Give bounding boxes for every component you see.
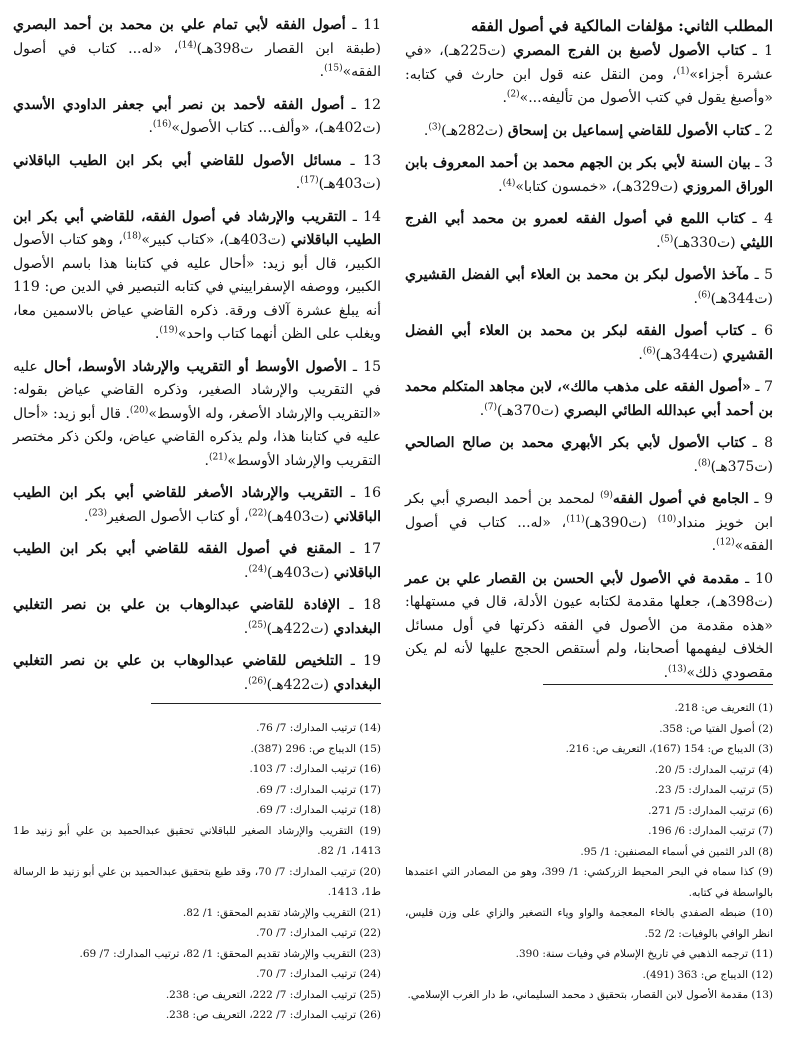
entry-text: . [423, 122, 429, 139]
entry-number: 3 [764, 155, 773, 171]
entry-text: (ت225هـ)، «في عشرة أجزاء» [405, 43, 773, 83]
entry-text: (ت403هـ)، «كتاب كبير» [141, 232, 291, 248]
entry-4: 4 ـ كتاب اللمع في أصول الفقه لعمرو بن محمد أبي الفرج الليثي (ت330هـ)$^{(5)}$. [405, 211, 773, 251]
footnote-ref: (25) [248, 619, 267, 630]
entry-text: ، وهو كتاب الأصول الكبير، قال أبو زيد: «أحال عليه في كتابنا هذا باسم الأصول الكبير، ووصفه الإسفراييني في كتابه التبصير في الدين ص: 119 أنه يبلغ عشرة آلاف ورقة. ذكره القاضي عياض بالاسمين معا، ويغلب على الظن أنهما كتاب واحد» [13, 232, 381, 342]
footnote-ref: (11) [566, 513, 585, 524]
entry-number: 1 [764, 43, 773, 59]
entry-title: الأصول الأوسط أو التقريب والإرشاد الأوسط، أحال [43, 358, 347, 375]
entry-title: كتاب الأصول لأصبغ بن الفرج المصري [513, 43, 746, 59]
entry-text: . [204, 452, 209, 469]
entry-text: ، ومن النقل عنه قول ابن حارث في كتابه: «وأصبغ يقول في كتب الأصول من تأليفه...» [405, 66, 773, 106]
entry-text: . [244, 564, 249, 581]
footnote: (17) ترتيب المدارك: 7/ 69. [256, 783, 381, 796]
entry-title: التقريب والإرشاد في أصول الفقه، للقاضي أبي بكر ابن الطيب الباقلاني [13, 208, 381, 248]
entry-title: مآخذ الأصول لبكر بن محمد بن العلاء أبي الفضل القشيري [405, 267, 750, 283]
footnote: (25) ترتيب المدارك: 7/ 222، التعريف ص: 238. [165, 988, 381, 1001]
entry-text: (ت398هـ)، جعلها مقدمة لكتابه عيون الأدلة، قال في مستهلها: «هذه مقدمة من الأصول في الفقه ذكرتها في أول مسائل الخلاف ليفهمها أصحابنا، ولم أستقص الحجج عليها لأنه لم يكن مقصودي ذلك» [405, 594, 773, 681]
entry-18: 18 ـ الإفادة للقاضي عبدالوهاب بن علي بن نصر التغلبي البغدادي (ت422هـ)$^{(25)}$. [13, 597, 381, 637]
entry-title: مقدمة في الأصول لأبي الحسن بن القصار علي بن عمر [405, 570, 740, 587]
footnote: (23) التقريب والإرشاد تقديم المحقق: 1/ 82، ترتيب المدارك: 7/ 69. [79, 947, 381, 960]
entry-text: (ت403هـ) [318, 176, 381, 192]
entry-text: (ت344هـ) [655, 346, 723, 363]
entry-text: (ت329هـ)، «خمسون كتابا» [515, 178, 683, 195]
entry-text: . [479, 402, 485, 419]
entry-text: . [693, 458, 698, 475]
entry-title: كتاب اللمع في أصول الفقه لعمرو بن محمد أبي الفرج الليثي [405, 211, 773, 251]
footnote-ref: (21) [208, 451, 228, 462]
footnotes-left [13, 718, 381, 1026]
entry-text: (ت390هـ) [584, 514, 658, 531]
entry-text: ، «له... كتاب في أصول الفقه» [13, 40, 381, 80]
footnote-ref: (12) [716, 537, 735, 548]
entry-title: التلخيص للقاضي عبدالوهاب بن علي بن نصر التغلبي البغدادي [13, 653, 381, 693]
footnote: (10) ضبطه الصفدي بالخاء المعجمة والواو وياء التصغير والزاي على وزن فليس، انظر الوافي بالوفيات: 2/ 52. [405, 907, 773, 940]
entry-text: (ت422هـ) [266, 676, 334, 693]
entry-text: . [243, 676, 249, 693]
footnote: (18) ترتيب المدارك: 7/ 69. [256, 804, 381, 816]
entry-title: كتاب الأصول لأبي بكر الأبهري محمد بن صالح الصالحي [405, 435, 746, 451]
entry-16: 16 ـ التقريب والإرشاد الأصغر للقاضي أبي بكر ابن الطيب الباقلاني (ت403هـ)$^{(22)}$، أو كتاب الأصول الصغير$^{(23)}$. [13, 485, 381, 525]
footnote-ref: (10) [657, 513, 677, 524]
entry-title: الإفادة للقاضي عبدالوهاب بن علي بن نصر التغلبي البغدادي [13, 597, 381, 637]
footnote: (19) التقريب والإرشاد الصغير للباقلاني تحقيق عبدالحميد بن علي أبو زنيد ط1 1413، 1/ 82. [13, 824, 381, 857]
entry-number: 4 [764, 211, 773, 227]
entry-text: (ت422هـ) [266, 620, 334, 637]
entry-6: 6 ـ كتاب أصول الفقه لبكر بن محمد بن العلاء أبي الفضل القشيري (ت344هـ)$^{(6)}$. [405, 323, 773, 363]
entry-number: 9 [764, 491, 773, 507]
entry-text: . [638, 346, 643, 363]
footnote: (5) ترتيب المدارك: 5/ 23. [654, 784, 773, 796]
entry-text: . [502, 90, 507, 106]
footnote-divider [151, 703, 381, 704]
entry-text: . [84, 508, 89, 525]
entry-text: (ت330هـ) [673, 234, 741, 251]
footnote-ref: (17) [300, 175, 319, 186]
footnote-ref: (9) [600, 490, 613, 501]
footnote: (13) مقدمة الأصول لابن القصار، بتحقيق د محمد السليماني، ط دار الغرب الإسلامي. [407, 989, 773, 1001]
entry-text: ، أو كتاب الأصول الصغير [106, 508, 249, 525]
entry-number: 16 [363, 485, 381, 501]
entry-text: . [319, 64, 325, 80]
entry-14: 14 ـ التقريب والإرشاد في أصول الفقه، للقاضي أبي بكر ابن الطيب الباقلاني (ت403هـ)، «كتاب كبير»$^{(18)}$، وهو كتاب الأصول الكبير، قال أبو زيد: «أحال عليه في كتابنا هذا باسم الأصول الكبير، ووصفه الإسفراييني في كتابه التبصير في الدين ص: 119 أنه يبلغ عشرة آلاف ورقة. ذكره القاضي عياض بالاسمين معا، ويغلب على الظن أنهما كتاب واحد»$^{(19)}$. [13, 208, 381, 342]
footnote: (12) الديباج ص: 363 (491). [642, 968, 773, 981]
entry-text: عليه في التقريب والإرشاد الصغير، وذكره القاضي عياض بقوله: «التقريب والإرشاد الأصغر، وله الأوسط» [13, 358, 381, 422]
entry-text: (ت370هـ) [496, 402, 564, 419]
entry-13: 13 ـ مسائل الأصول للقاضي أبي بكر ابن الطيب الباقلاني (ت403هـ)$^{(17)}$. [13, 152, 381, 192]
footnote: (8) الدر الثمين في أسماء المصنفين: 1/ 95. [580, 845, 773, 858]
footnotes-right [405, 698, 773, 1006]
footnote: (24) ترتيب المدارك: 7/ 70. [256, 968, 381, 980]
footnote: (26) ترتيب المدارك: 7/ 222، التعريف ص: 238. [165, 1009, 381, 1021]
entry-title: كتاب الأصول للقاضي إسماعيل بن إسحاق [507, 122, 752, 139]
entry-11: 11 ـ أصول الفقه لأبي تمام علي بن محمد بن أحمد البصري (طبقة ابن القصار ت398هـ)$^{(14)}$، «له... كتاب في أصول الفقه»$^{(15)}$. [13, 17, 381, 80]
footnote: (1) التعريف ص: 218. [674, 702, 773, 714]
entry-3: 3 ـ بيان السنة لأبي بكر بن الجهم محمد بن أحمد المعروف بابن الوراق المروزي (ت329هـ)، «خمسون كتابا»$^{(4)}$. [405, 155, 773, 195]
entry-text: لمحمد بن أحمد البصري أبي بكر ابن خويز منداد [405, 491, 773, 531]
right-column [405, 14, 773, 694]
footnote: (3) الديباج ص: 154 (167)، التعريف ص: 216. [565, 743, 773, 755]
entry-number: 7 [764, 379, 773, 395]
entry-2: 2 ـ كتاب الأصول للقاضي إسماعيل بن إسحاق (ت282هـ)$^{(3)}$. [423, 121, 773, 139]
entry-10: 10 ـ مقدمة في الأصول لأبي الحسن بن القصار علي بن عمر (ت398هـ)، جعلها مقدمة لكتابه عيون الأدلة، قال في مستهلها: «هذه مقدمة من الأصول في الفقه ذكرتها في أول مسائل الخلاف ليفهمها أصحابنا، ولم أستقص الحجج عليها لأنه لم يكن مقصودي ذلك»$^{(13)}$. [405, 570, 773, 681]
footnote-ref: (14) [178, 39, 197, 50]
footnote-ref: (24) [248, 563, 267, 574]
entry-number: 6 [764, 323, 773, 339]
entry-text: . [693, 290, 698, 307]
footnote: (21) التقريب والإرشاد تقديم المحقق: 1/ 82. [182, 906, 381, 919]
footnote: (7) ترتيب المدارك: 6/ 196. [648, 825, 773, 837]
entry-7: 7 ـ «أصول الفقه على مذهب مالك»، لابن مجاهد المتكلم محمد بن أحمد أبي عبدالله الطائي البصري (ت370هـ)$^{(7)}$. [405, 379, 773, 419]
footnote-ref: (26) [248, 675, 267, 686]
footnote: (15) الديباج ص: 296 (387). [250, 742, 381, 755]
entry-number: 15 [363, 358, 381, 375]
entry-text: (طبقة ابن القصار ت398هـ) [196, 40, 381, 57]
entry-number: 2 [764, 122, 773, 139]
entry-title: التقريب والإرشاد الأصغر للقاضي أبي بكر ابن الطيب الباقلاني [13, 485, 381, 525]
entry-text: . [148, 120, 153, 136]
footnote: (4) ترتيب المدارك: 5/ 20. [654, 763, 773, 776]
footnote: (20) ترتيب المدارك: 7/ 70، وقد طبع بتحقيق عبدالحميد بن علي أبو زنيد ط الرسالة ط1، 1413. [13, 865, 381, 898]
entry-title: كتاب أصول الفقه لبكر بن محمد بن العلاء أبي الفضل القشيري [405, 323, 773, 363]
footnote-ref: (4) [502, 177, 516, 188]
entry-number: 10 [755, 570, 773, 587]
entry-number: 12 [363, 96, 381, 113]
entry-number: 19 [363, 653, 381, 669]
entry-number: 13 [363, 152, 381, 169]
entry-17: 17 ـ المقنع في أصول الفقه للقاضي أبي بكر ابن الطيب الباقلاني (ت403هـ)$^{(24)}$. [13, 541, 381, 581]
entry-9: 9 ـ الجامع في أصول الفقه$^{(9)}$ لمحمد بن أحمد البصري أبي بكر ابن خويز منداد$^{(10)}$ (ت390هـ)$^{(11)}$، «له... كتاب في أصول الفقه»$^{(12)}$. [405, 490, 773, 554]
footnote: (11) ترجمه الذهبي في تاريخ الإسلام في وفيات سنة: 390. [515, 948, 773, 960]
footnote-ref: (18) [122, 231, 142, 242]
footnote: (16) ترتيب المدارك: 7/ 103. [249, 763, 381, 775]
entry-number: 8 [764, 435, 773, 451]
entry-number: 17 [363, 541, 381, 557]
entry-text: (ت402هـ)، «وألف... كتاب الأصول» [171, 120, 381, 136]
footnote-ref: (6) [642, 345, 656, 356]
entry-number: 11 [363, 17, 381, 33]
entry-title: المقنع في أصول الفقه للقاضي أبي بكر ابن الطيب الباقلاني [13, 541, 381, 581]
footnote-ref: (8) [697, 457, 711, 468]
entry-number: 18 [363, 597, 381, 613]
entry-text: . [295, 176, 301, 192]
footnote-ref: (7) [484, 401, 497, 412]
entry-19: 19 ـ التلخيص للقاضي عبدالوهاب بن علي بن نصر التغلبي البغدادي (ت422هـ)$^{(26)}$. [13, 653, 381, 693]
entry-text: . قال أبو زيد: «أحال عليه في كتابنا هذا، ولم يذكره القاضي عياض، ولكن ذكر مختصر التقريب والإرشاد الأوسط» [13, 405, 381, 469]
entry-text: (ت344هـ) [710, 290, 773, 307]
footnote-ref: (20) [129, 404, 149, 415]
entry-text: . [498, 178, 503, 195]
entry-1: 1 ـ كتاب الأصول لأصبغ بن الفرج المصري (ت225هـ)، «في عشرة أجزاء»$^{(1)}$، ومن النقل عنه قول ابن حارث في كتابه: «وأصبغ يقول في كتب الأصول من تأليفه...»$^{(2)}$. [405, 43, 773, 106]
entry-text: (ت375هـ) [710, 458, 773, 475]
footnote-ref: (23) [88, 507, 107, 518]
footnote-ref: (3) [428, 121, 442, 132]
section-heading: المطلب الثاني: مؤلفات المالكية في أصول الفقه [470, 17, 773, 35]
left-column [13, 14, 381, 706]
footnote: (14) ترتيب المدارك: 7/ 76. [256, 722, 381, 734]
footnote-divider [543, 684, 773, 685]
footnote-ref: (6) [697, 289, 711, 300]
entry-number: 14 [363, 208, 381, 225]
entry-title: أصول الفقه لأحمد بن نصر أبي جعفر الداودي الأسدي [13, 96, 345, 113]
entry-text: (ت403هـ) [266, 564, 334, 581]
footnote-ref: (22) [248, 507, 267, 518]
entry-text: . [243, 620, 249, 637]
entry-title: أصول الفقه لأبي تمام علي بن محمد بن أحمد البصري [13, 17, 346, 33]
footnote-ref: (15) [324, 63, 343, 74]
entry-15: 15 ـ الأصول الأوسط أو التقريب والإرشاد الأوسط، أحال عليه في التقريب والإرشاد الصغير، وذكره القاضي عياض بقوله: «التقريب والإرشاد الأصغر، وله الأوسط»$^{(20)}$. قال أبو زيد: «أحال عليه في كتابنا هذا، ولم يذكره القاضي عياض، ولكن ذكر مختصر التقريب والإرشاد الأوسط»$^{(21)}$. [13, 358, 381, 469]
footnote: (2) أصول الفتيا ص: 358. [659, 722, 773, 735]
entry-12: 12 ـ أصول الفقه لأحمد بن نصر أبي جعفر الداودي الأسدي (ت402هـ)، «وألف... كتاب الأصول»$^{(16)}$. [13, 96, 381, 136]
entry-text: . [656, 234, 661, 251]
footnote: (6) ترتيب المدارك: 5/ 271. [648, 804, 773, 817]
entry-text: (ت282هـ) [441, 122, 508, 139]
entry-5: 5 ـ مآخذ الأصول لبكر بن محمد بن العلاء أبي الفضل القشيري (ت344هـ)$^{(6)}$. [405, 267, 773, 307]
entry-title: «أصول الفقه على مذهب مالك»، لابن مجاهد المتكلم محمد بن أحمد أبي عبدالله الطائي البصري [405, 379, 773, 419]
footnote-ref: (19) [159, 325, 178, 336]
footnote: (9) كذا سماه في البحر المحيط الزركشي: 1/ 399، وهو من المصادر التي اعتمدها بالواسطة في كتابه. [405, 866, 773, 899]
entry-title: مسائل الأصول للقاضي أبي بكر ابن الطيب الباقلاني [13, 152, 342, 169]
entry-number: 5 [764, 267, 773, 283]
entry-text: . [154, 326, 160, 342]
entry-text: (ت403هـ) [266, 508, 334, 525]
footnote: (22) ترتيب المدارك: 7/ 70. [256, 927, 381, 939]
footnote-ref: (13) [668, 663, 687, 674]
footnote-ref: (1) [676, 65, 690, 76]
entry-text: . [663, 664, 669, 681]
entry-title: بيان السنة لأبي بكر بن الجهم محمد بن أحمد المعروف بابن الوراق المروزي [405, 155, 773, 195]
footnote-ref: (2) [506, 89, 520, 100]
footnote-ref: (5) [660, 233, 674, 244]
entry-text: . [711, 538, 717, 554]
entry-8: 8 ـ كتاب الأصول لأبي بكر الأبهري محمد بن صالح الصالحي (ت375هـ)$^{(8)}$. [405, 435, 773, 475]
entry-text: ، «له... كتاب في أصول الفقه» [405, 514, 773, 554]
entry-title: الجامع في أصول الفقه [612, 491, 749, 507]
footnote-ref: (16) [152, 119, 172, 130]
